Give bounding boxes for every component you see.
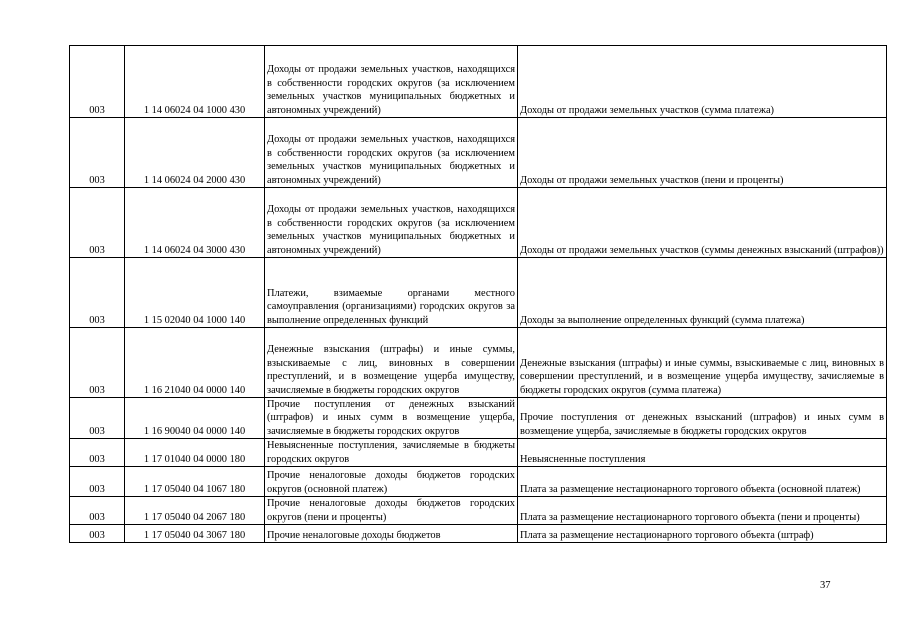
- table-row: [70, 258, 887, 328]
- admin-code-cell: 003: [70, 497, 125, 525]
- revenue-detail-cell: Плата за размещение нестационарного торгового объекта (основной платеж): [518, 467, 887, 497]
- table-row: [70, 467, 887, 497]
- revenue-detail-cell: Доходы от продажи земельных участков (пени и проценты): [518, 118, 887, 188]
- revenue-detail-cell: Прочие поступления от денежных взысканий (штрафов) и иных сумм в возмещение ущерба, зачисляемые в бюджеты городских округов: [518, 398, 887, 439]
- admin-code-cell: 003: [70, 328, 125, 398]
- admin-code-cell: 003: [70, 188, 125, 258]
- revenue-codes-table: [69, 45, 887, 543]
- budget-code-cell: 1 14 06024 04 3000 430: [125, 188, 265, 258]
- budget-code-cell: 1 17 05040 04 3067 180: [125, 525, 265, 543]
- budget-code-cell: 1 16 21040 04 0000 140: [125, 328, 265, 398]
- page-number: 37: [820, 580, 831, 591]
- table-row: [70, 188, 887, 258]
- table-row: [70, 118, 887, 188]
- budget-code-cell: 1 16 90040 04 0000 140: [125, 398, 265, 439]
- revenue-name-cell: Доходы от продажи земельных участков, находящихся в собственности городских округов (за исключением земельных участков муниципальных бюджетных и автономных учреждений): [265, 46, 518, 118]
- budget-code-cell: 1 14 06024 04 2000 430: [125, 118, 265, 188]
- revenue-detail-cell: Доходы от продажи земельных участков (суммы денежных взысканий (штрафов)): [518, 188, 887, 258]
- revenue-detail-cell: Невыясненные поступления: [518, 439, 887, 467]
- revenue-name-cell: Прочие неналоговые доходы бюджетов городских округов (основной платеж): [265, 467, 518, 497]
- admin-code-cell: 003: [70, 467, 125, 497]
- revenue-name-cell: Доходы от продажи земельных участков, находящихся в собственности городских округов (за исключением земельных участков муниципальных бюджетных и автономных учреждений): [265, 118, 518, 188]
- budget-code-cell: 1 14 06024 04 1000 430: [125, 46, 265, 118]
- budget-code-cell: 1 17 05040 04 1067 180: [125, 467, 265, 497]
- table-row: [70, 497, 887, 525]
- revenue-name-cell: Платежи, взимаемые органами местного самоуправления (организациями) городских округов за выполнение определенных функций: [265, 258, 518, 328]
- revenue-detail-cell: Плата за размещение нестационарного торгового объекта (штраф): [518, 525, 887, 543]
- revenue-name-cell: Прочие неналоговые доходы бюджетов: [265, 525, 518, 543]
- table-body: [70, 46, 887, 543]
- table-row: [70, 525, 887, 543]
- admin-code-cell: 003: [70, 439, 125, 467]
- revenue-name-cell: Прочие неналоговые доходы бюджетов городских округов (пени и проценты): [265, 497, 518, 525]
- table-row: [70, 398, 887, 439]
- budget-code-cell: 1 17 05040 04 2067 180: [125, 497, 265, 525]
- revenue-detail-cell: Доходы от продажи земельных участков (сумма платежа): [518, 46, 887, 118]
- revenue-detail-cell: Доходы за выполнение определенных функций (сумма платежа): [518, 258, 887, 328]
- budget-code-cell: 1 17 01040 04 0000 180: [125, 439, 265, 467]
- admin-code-cell: 003: [70, 258, 125, 328]
- table-row: [70, 46, 887, 118]
- revenue-name-cell: Денежные взыскания (штрафы) и иные суммы, взыскиваемые с лиц, виновных в совершении преступлений, и в возмещение ущерба имуществу, зачисляемые в бюджеты городских округов: [265, 328, 518, 398]
- admin-code-cell: 003: [70, 525, 125, 543]
- revenue-detail-cell: Плата за размещение нестационарного торгового объекта (пени и проценты): [518, 497, 887, 525]
- admin-code-cell: 003: [70, 398, 125, 439]
- admin-code-cell: 003: [70, 118, 125, 188]
- admin-code-cell: 003: [70, 46, 125, 118]
- revenue-detail-cell: Денежные взыскания (штрафы) и иные суммы, взыскиваемые с лиц, виновных в совершении преступлений, и в возмещение ущерба имуществу, зачисляемые в бюджеты городских округов (сумма платежа): [518, 328, 887, 398]
- revenue-name-cell: Доходы от продажи земельных участков, находящихся в собственности городских округов (за исключением земельных участков муниципальных бюджетных и автономных учреждений): [265, 188, 518, 258]
- budget-code-cell: 1 15 02040 04 1000 140: [125, 258, 265, 328]
- revenue-name-cell: Невыясненные поступления, зачисляемые в бюджеты городских округов: [265, 439, 518, 467]
- table-row: [70, 328, 887, 398]
- table-row: [70, 439, 887, 467]
- revenue-name-cell: Прочие поступления от денежных взысканий (штрафов) и иных сумм в возмещение ущерба, зачисляемые в бюджеты городских округов: [265, 398, 518, 439]
